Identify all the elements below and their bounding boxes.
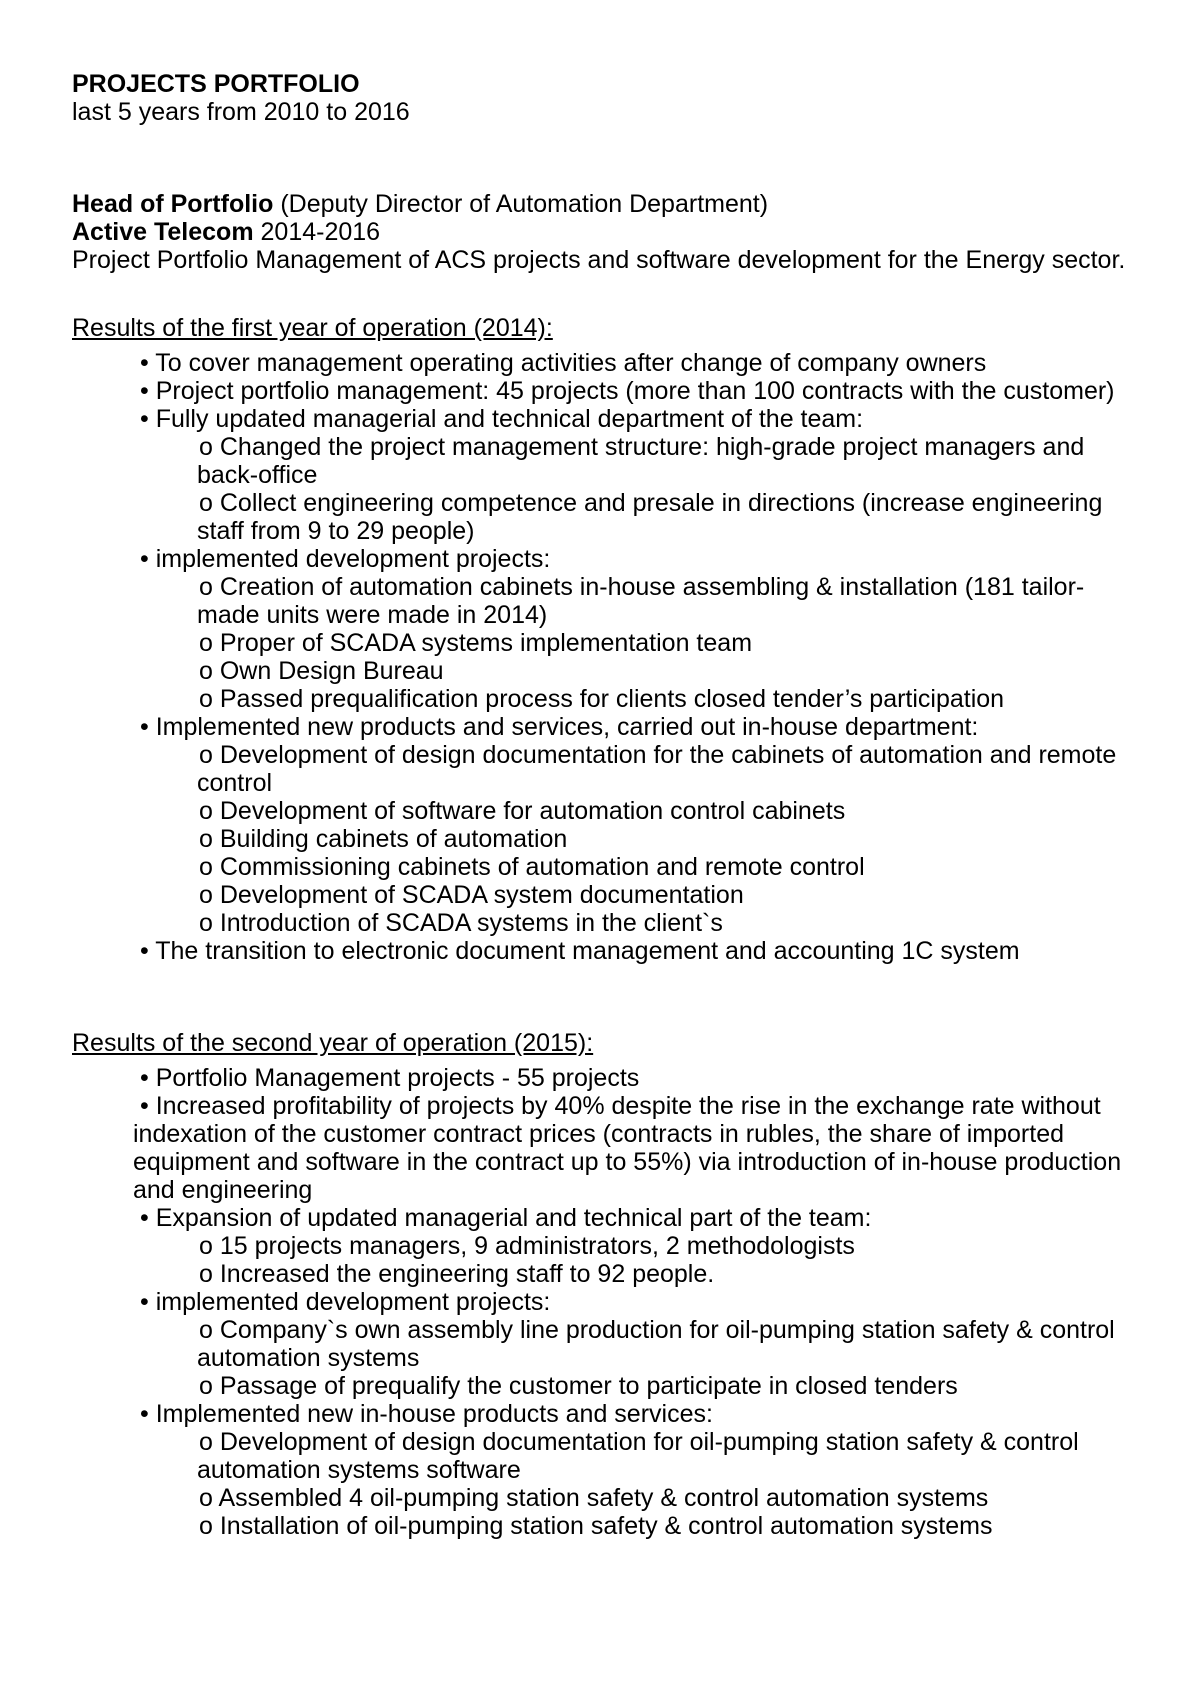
sub-item xyxy=(197,825,1140,853)
sub-item-text: Development of software for automation control cabinets xyxy=(219,797,846,825)
bullet-item xyxy=(133,1064,1140,1092)
section-heading: Results of the first year of operation (2014): xyxy=(72,314,553,342)
bullet-marker: • xyxy=(140,349,156,377)
bullet-marker: • xyxy=(140,1400,156,1428)
bullet-marker: • xyxy=(140,937,156,965)
role-summary: Project Portfolio Management of ACS projects and software development for the Energy sector. xyxy=(72,246,1126,274)
sub-item xyxy=(197,909,1140,937)
bullet-marker: • xyxy=(140,1288,156,1316)
bullet-item-text: Portfolio Management projects - 55 projects xyxy=(155,1064,640,1092)
sub-item-text: 15 projects managers, 9 administrators, 2 methodologists xyxy=(219,1232,855,1260)
sub-item xyxy=(197,881,1140,909)
sub-marker: o xyxy=(199,629,220,657)
sub-marker: o xyxy=(199,489,220,517)
sub-item-text: Passed prequalification process for clients closed tender’s participation xyxy=(219,685,1005,713)
page-subtitle: last 5 years from 2010 to 2016 xyxy=(72,98,410,126)
sub-item xyxy=(197,1484,1140,1512)
bullet-item-text: Implemented new products and services, carried out in-house department: xyxy=(155,713,979,741)
sub-item-text: Own Design Bureau xyxy=(219,657,444,685)
sub-marker: o xyxy=(199,797,220,825)
bullet-item xyxy=(133,713,1140,741)
sub-item-text: Introduction of SCADA systems in the client`s xyxy=(219,909,723,937)
sub-marker: o xyxy=(199,1316,220,1344)
sub-marker: o xyxy=(199,825,220,853)
sub-marker: o xyxy=(199,1484,219,1512)
role-company-name: Active Telecom xyxy=(72,218,254,246)
role-company-line xyxy=(72,218,1140,246)
bullet-item-text: Expansion of updated managerial and technical part of the team: xyxy=(155,1204,872,1232)
sub-item xyxy=(197,1428,1140,1484)
sub-marker: o xyxy=(199,1260,220,1288)
bullet-item xyxy=(133,405,1140,433)
role-position-title: Head of Portfolio xyxy=(72,190,274,218)
sub-item xyxy=(197,1512,1140,1540)
sub-item xyxy=(197,797,1140,825)
sub-item xyxy=(197,489,1140,545)
sub-item-text: Commissioning cabinets of automation and remote control xyxy=(219,853,865,881)
sub-marker: o xyxy=(199,1512,220,1540)
sub-item xyxy=(197,1316,1140,1372)
sub-marker: o xyxy=(199,1372,220,1400)
section xyxy=(72,314,1140,965)
bullet-item-text: Fully updated managerial and technical department of the team: xyxy=(155,405,864,433)
sub-item xyxy=(197,1260,1140,1288)
sub-item-text: Increased the engineering staff to 92 people. xyxy=(219,1260,715,1288)
bullet-marker: • xyxy=(140,1064,156,1092)
sub-item xyxy=(197,1372,1140,1400)
bullet-marker: • xyxy=(140,377,156,405)
title-block xyxy=(72,70,1140,126)
role-position-detail: (Deputy Director of Automation Department) xyxy=(273,190,769,218)
bullet-item-text: Project portfolio management: 45 projects (more than 100 contracts with the customer) xyxy=(155,377,1115,405)
bullet-marker: • xyxy=(140,713,156,741)
section xyxy=(72,1029,1140,1540)
bullet-item-text: implemented development projects: xyxy=(155,1288,551,1316)
role-position-line xyxy=(72,190,1140,218)
sub-marker: o xyxy=(199,1232,220,1260)
sub-marker: o xyxy=(199,741,220,769)
bullet-item xyxy=(133,937,1140,965)
bullet-item xyxy=(133,545,1140,573)
bullet-marker: • xyxy=(140,1092,156,1120)
bullet-item xyxy=(133,377,1140,405)
sub-item xyxy=(197,1232,1140,1260)
bullet-item xyxy=(133,349,1140,377)
sections xyxy=(72,314,1140,1540)
sub-marker: o xyxy=(199,881,220,909)
sub-item-text: Assembled 4 oil-pumping station safety & control automation systems xyxy=(218,1484,989,1512)
page-title: PROJECTS PORTFOLIO xyxy=(72,70,360,98)
bullet-item xyxy=(133,1288,1140,1316)
bullet-item xyxy=(133,1204,1140,1232)
sub-item xyxy=(197,629,1140,657)
sub-marker: o xyxy=(199,909,220,937)
sub-item-text: Creation of automation cabinets in-house assembling & installation (181 tailor-made units were made in 2014) xyxy=(197,573,1085,629)
sub-item-text: Development of SCADA system documentation xyxy=(219,881,744,909)
role-company-years: 2014-2016 xyxy=(253,218,381,246)
sub-item-text: Development of design documentation for the cabinets of automation and remote control xyxy=(197,741,1117,797)
bullet-item-text: Implemented new in-house products and services: xyxy=(155,1400,713,1428)
sub-item-text: Changed the project management structure: high-grade project managers and back-office xyxy=(197,433,1085,489)
sub-item xyxy=(197,853,1140,881)
bullet-item xyxy=(133,1400,1140,1428)
sub-item-text: Collect engineering competence and presale in directions (increase engineering staff from 9 to 29 people) xyxy=(197,489,1103,545)
bullet-item-text: To cover management operating activities after change of company owners xyxy=(155,349,987,377)
sub-item xyxy=(197,573,1140,629)
bullet-item-text: The transition to electronic document management and accounting 1C system xyxy=(155,937,1020,965)
sub-marker: o xyxy=(199,685,220,713)
sub-item-text: Installation of oil-pumping station safety & control automation systems xyxy=(219,1512,993,1540)
bullet-marker: • xyxy=(140,1204,156,1232)
sub-item xyxy=(197,433,1140,489)
section-heading: Results of the second year of operation (2015): xyxy=(72,1029,594,1057)
sub-marker: o xyxy=(199,657,220,685)
sub-item-text: Passage of prequalify the customer to participate in closed tenders xyxy=(219,1372,958,1400)
sub-marker: o xyxy=(199,853,220,881)
sub-marker: o xyxy=(199,573,220,601)
sub-item-text: Development of design documentation for oil-pumping station safety & control automation systems software xyxy=(197,1428,1079,1484)
sub-marker: o xyxy=(199,433,220,461)
sub-marker: o xyxy=(199,1428,220,1456)
bullet-marker: • xyxy=(140,405,156,433)
sub-item xyxy=(197,685,1140,713)
sub-item xyxy=(197,741,1140,797)
sub-item-text: Building cabinets of automation xyxy=(219,825,568,853)
sub-item-text: Company`s own assembly line production for oil-pumping station safety & control automation systems xyxy=(197,1316,1115,1372)
bullet-item-text: Increased profitability of projects by 40% despite the rise in the exchange rate without indexation of the customer contract prices (contracts in rubles, the share of imported equipment and software in the contract up to 55%) via introduction of in-house production and engineering xyxy=(133,1092,1122,1204)
sub-item-text: Proper of SCADA systems implementation team xyxy=(219,629,753,657)
bullet-marker: • xyxy=(140,545,156,573)
bullet-item xyxy=(133,1092,1140,1204)
sub-item xyxy=(197,657,1140,685)
role-block xyxy=(72,190,1140,274)
bullet-item-text: implemented development projects: xyxy=(155,545,551,573)
